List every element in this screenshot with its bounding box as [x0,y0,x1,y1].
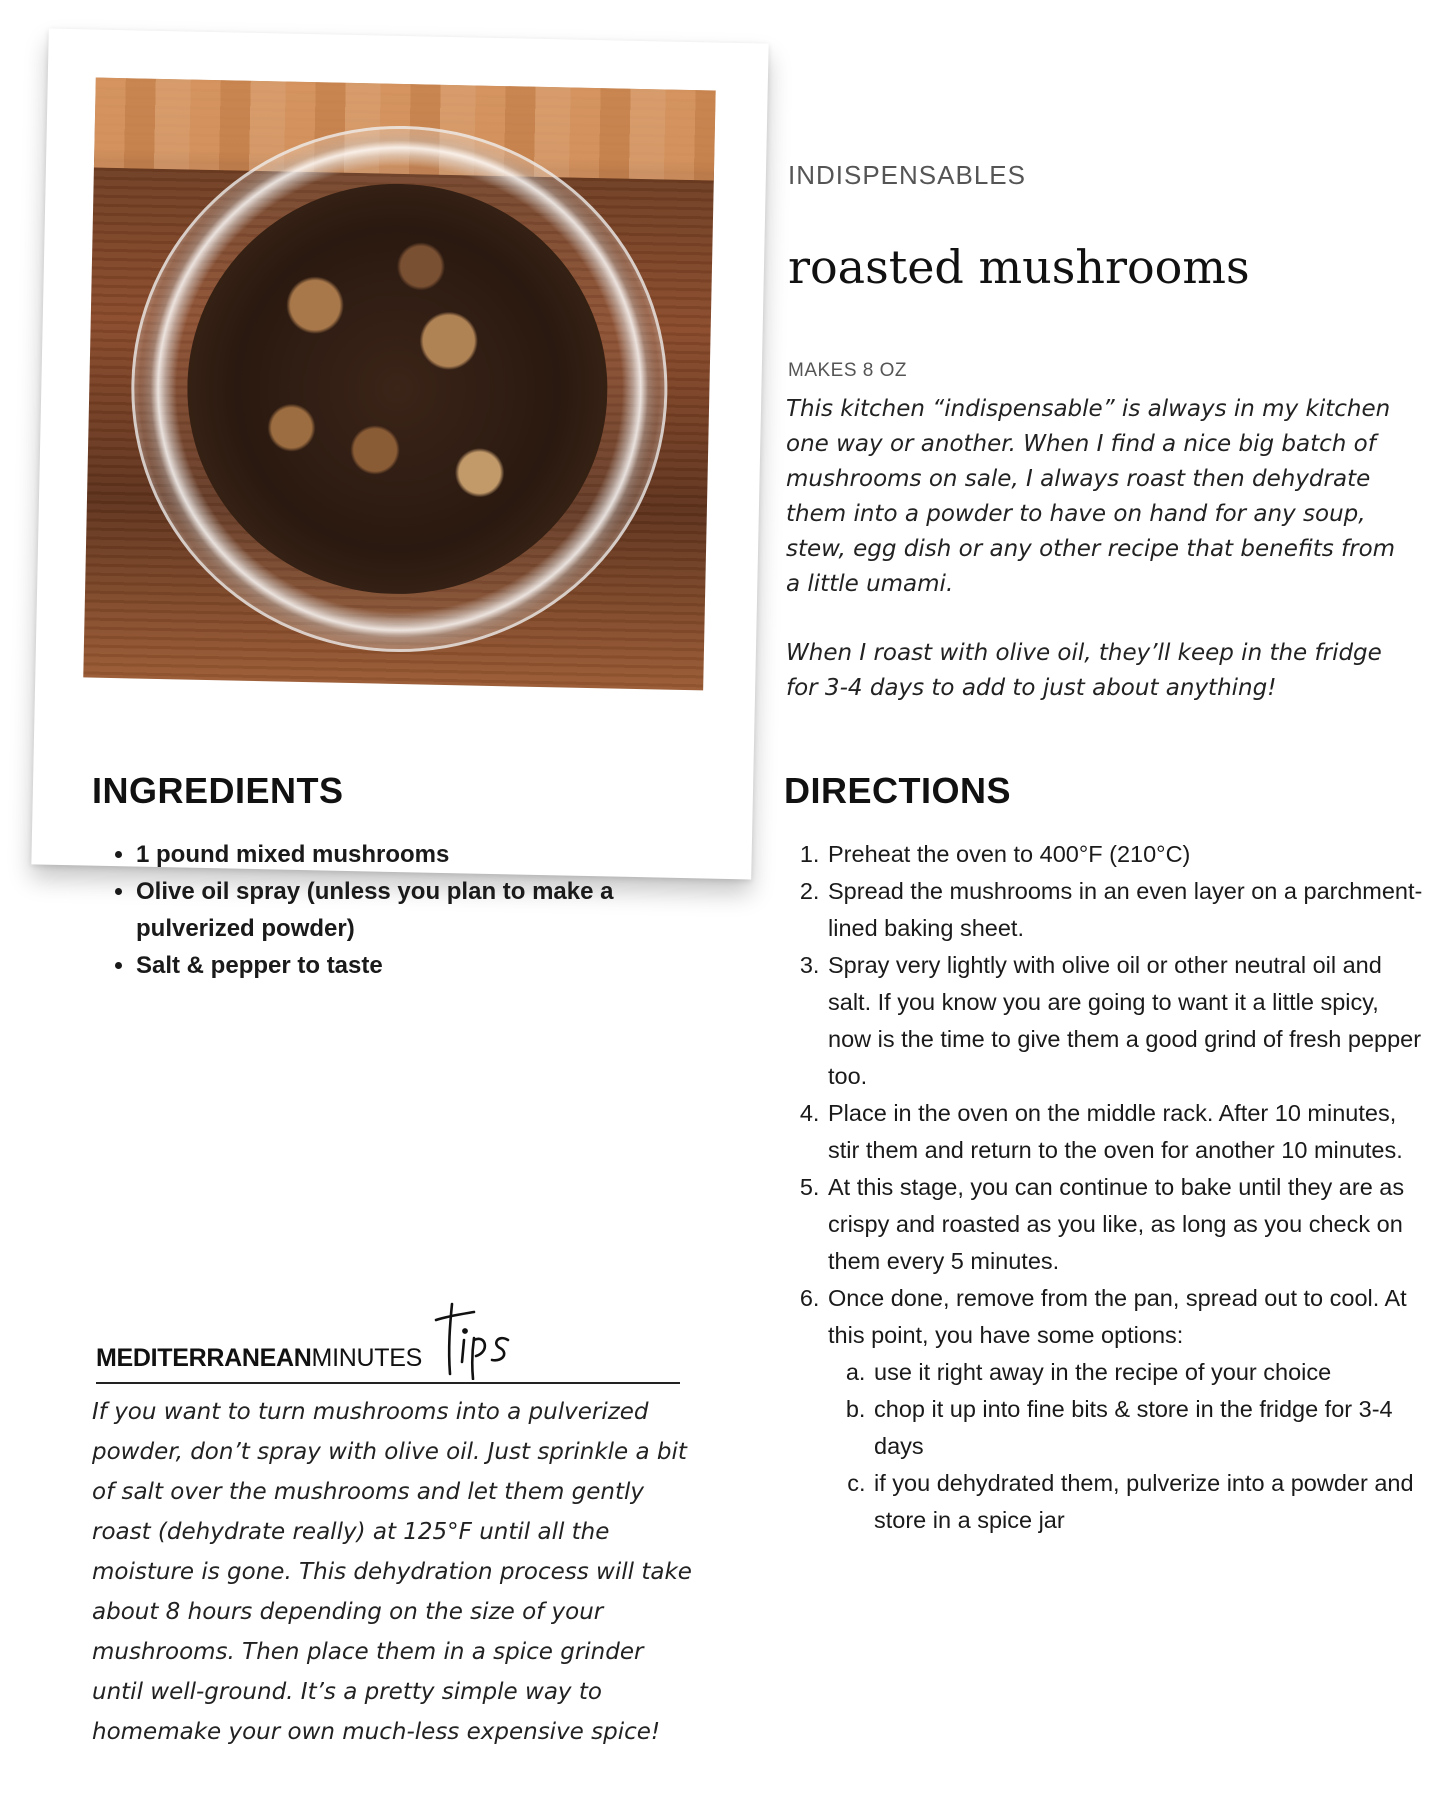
tips-divider [96,1382,680,1384]
tips-text: If you want to turn mushrooms into a pulverized powder, don’t spray with olive oil. Just sprinkle a bit of salt over the mushrooms and let them gently roast (dehydrate really) at 125°F until all the moisture is gone. This dehydration process will take about 8 hours depending on the size of your mushrooms. Then place them in a spice grinder until well-ground. It’s a pretty simple way to homemake your own much-less expensive spice! [92,1399,692,1745]
brand-logo [96,1344,422,1373]
brand-bold: MEDITERRANEAN [96,1344,312,1372]
ingredients-heading: INGREDIENTS [92,770,344,811]
direction-options [828,1354,1426,1539]
direction-step: 4. Place in the oven on the middle rack. After 10 minutes, stir them and return to the oven for another 10 minutes. [826,1095,1426,1169]
yield-label: MAKES 8 OZ [788,360,908,381]
recipe-title: roasted mushrooms [788,240,1250,294]
directions-heading: DIRECTIONS [784,770,1012,811]
intro-paragraph: When I roast with olive oil, they’ll keep in the fridge for 3-4 days to add to just about anything! [786,640,1382,701]
ingredients-list [106,836,696,984]
direction-step: 6. Once done, remove from the pan, spread out to cool. At this point, you have some options: a. use it right away in the recipe of your choice b. chop it up into fine bits & store in the fridge for 3-4 days c. if you dehydrated them, pulverize into a powder and store in a spice jar [826,1280,1426,1539]
direction-step: 3. Spray very lightly with olive oil or other neutral oil and salt. If you know you are going to want it a little spicy, now is the time to give them a good grind of fresh pepper too. [826,947,1426,1095]
polaroid-frame [31,29,768,880]
section-kicker: INDISPENSABLES [788,160,1026,190]
ingredient-item: • Olive oil spray (unless you plan to make a pulverized powder) [136,873,696,947]
brand-light: MINUTES [311,1344,422,1372]
ingredient-item: • 1 pound mixed mushrooms [136,836,696,873]
directions-list [790,836,1426,1539]
roasted-mushrooms-photo [83,78,715,691]
direction-option: b. chop it up into fine bits & store in the fridge for 3-4 days [872,1391,1426,1465]
recipe-intro [786,392,1396,740]
direction-step: 5. At this stage, you can continue to bake until they are as crispy and roasted as you like, as long as you check on them every 5 minutes. [826,1169,1426,1280]
tips-script-logo [428,1300,518,1380]
direction-step: 2. Spread the mushrooms in an even layer on a parchment-lined baking sheet. [826,873,1426,947]
ingredient-item: • Salt & pepper to taste [136,947,696,984]
intro-paragraph: This kitchen “indispensable” is always in my kitchen one way or another. When I find a nice big batch of mushrooms on sale, I always roast then dehydrate them into a powder to have on hand for any soup, stew, egg dish or any other recipe that benefits from a little umami. [786,396,1396,597]
direction-step: 1. Preheat the oven to 400°F (210°C) [826,836,1426,873]
direction-option: c. if you dehydrated them, pulverize into a powder and store in a spice jar [872,1465,1426,1539]
direction-option: a. use it right away in the recipe of your choice [872,1354,1426,1391]
